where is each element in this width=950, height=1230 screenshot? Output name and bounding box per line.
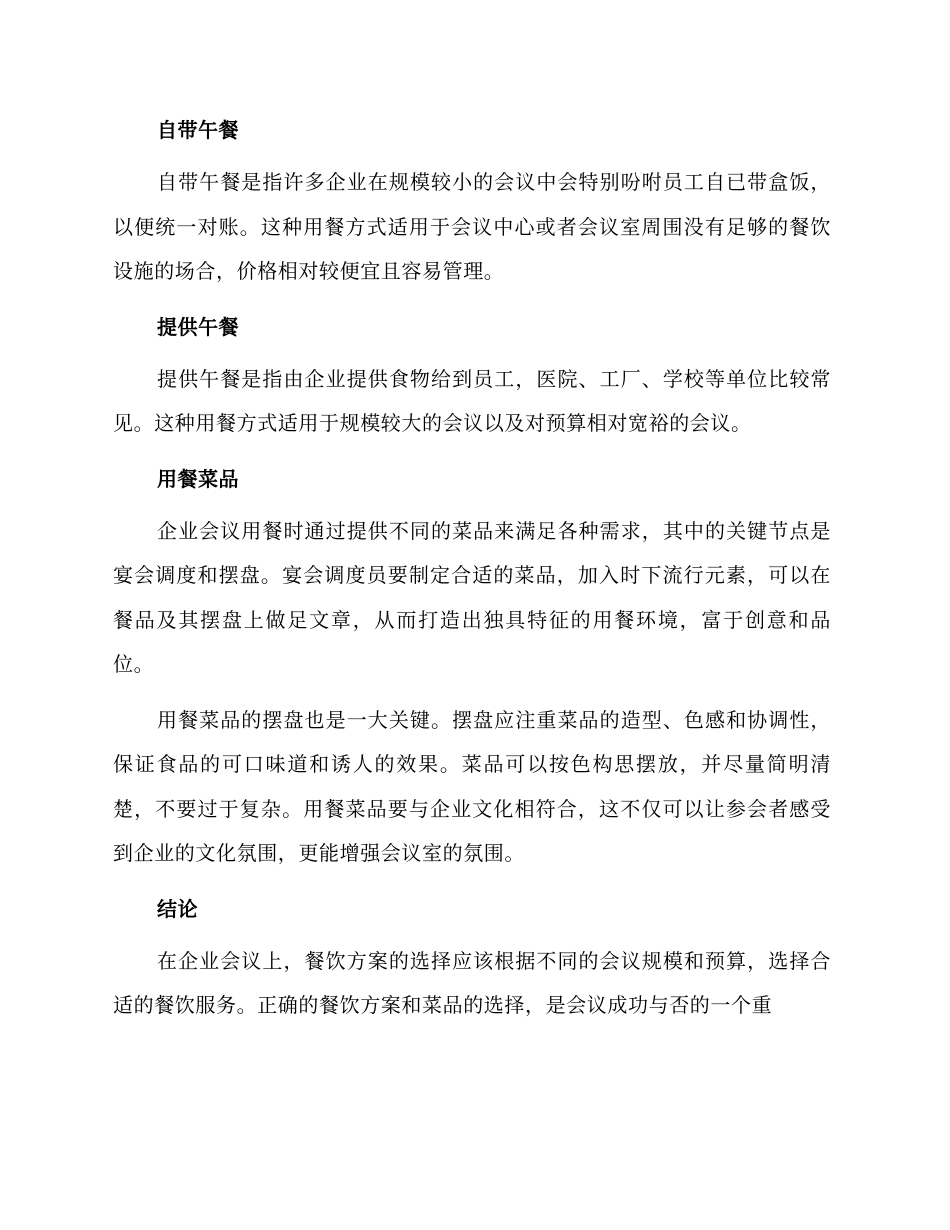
- section-heading-dishes: 用餐菜品: [157, 466, 239, 491]
- paragraph-self-lunch: 自带午餐是指许多企业在规模较小的会议中会特别吩咐员工自已带盒饭，以便统一对账。这种用餐方式适用于会议中心或者会议室周围没有足够的餐饮设施的场合，价格相对较便宜且容易管理。: [113, 170, 831, 283]
- section-heading-provided-lunch: 提供午餐: [157, 314, 239, 339]
- paragraph-conclusion: 在企业会议上，餐饮方案的选择应该根据不同的会议规模和预算，选择合适的餐饮服务。正确的餐饮方案和菜品的选择，是会议成功与否的一个重: [113, 948, 831, 1017]
- paragraph-dishes-1: 企业会议用餐时通过提供不同的菜品来满足各种需求，其中的关键节点是宴会调度和摆盘。宴会调度员要制定合适的菜品，加入时下流行元素，可以在餐品及其摆盘上做足文章，从而打造出独具特征的用餐环境，富于创意和品位。: [113, 518, 831, 676]
- paragraph-provided-lunch: 提供午餐是指由企业提供食物给到员工，医院、工厂、学校等单位比较常见。这种用餐方式适用于规模较大的会议以及对预算相对宽裕的会议。: [113, 366, 831, 435]
- section-heading-self-lunch: 自带午餐: [157, 118, 239, 142]
- document-body: [113, 108, 831, 1039]
- section-heading-conclusion: 结论: [157, 896, 198, 921]
- paragraph-dishes-2: 用餐菜品的摆盘也是一大关键。摆盘应注重菜品的造型、色感和协调性，保证食品的可口味道和诱人的效果。菜品可以按色构思摆放，并尽量简明清楚，不要过于复杂。用餐菜品要与企业文化相符合，这不仅可以让参会者感受到企业的文化氛围，更能增强会议室的氛围。: [113, 707, 831, 865]
